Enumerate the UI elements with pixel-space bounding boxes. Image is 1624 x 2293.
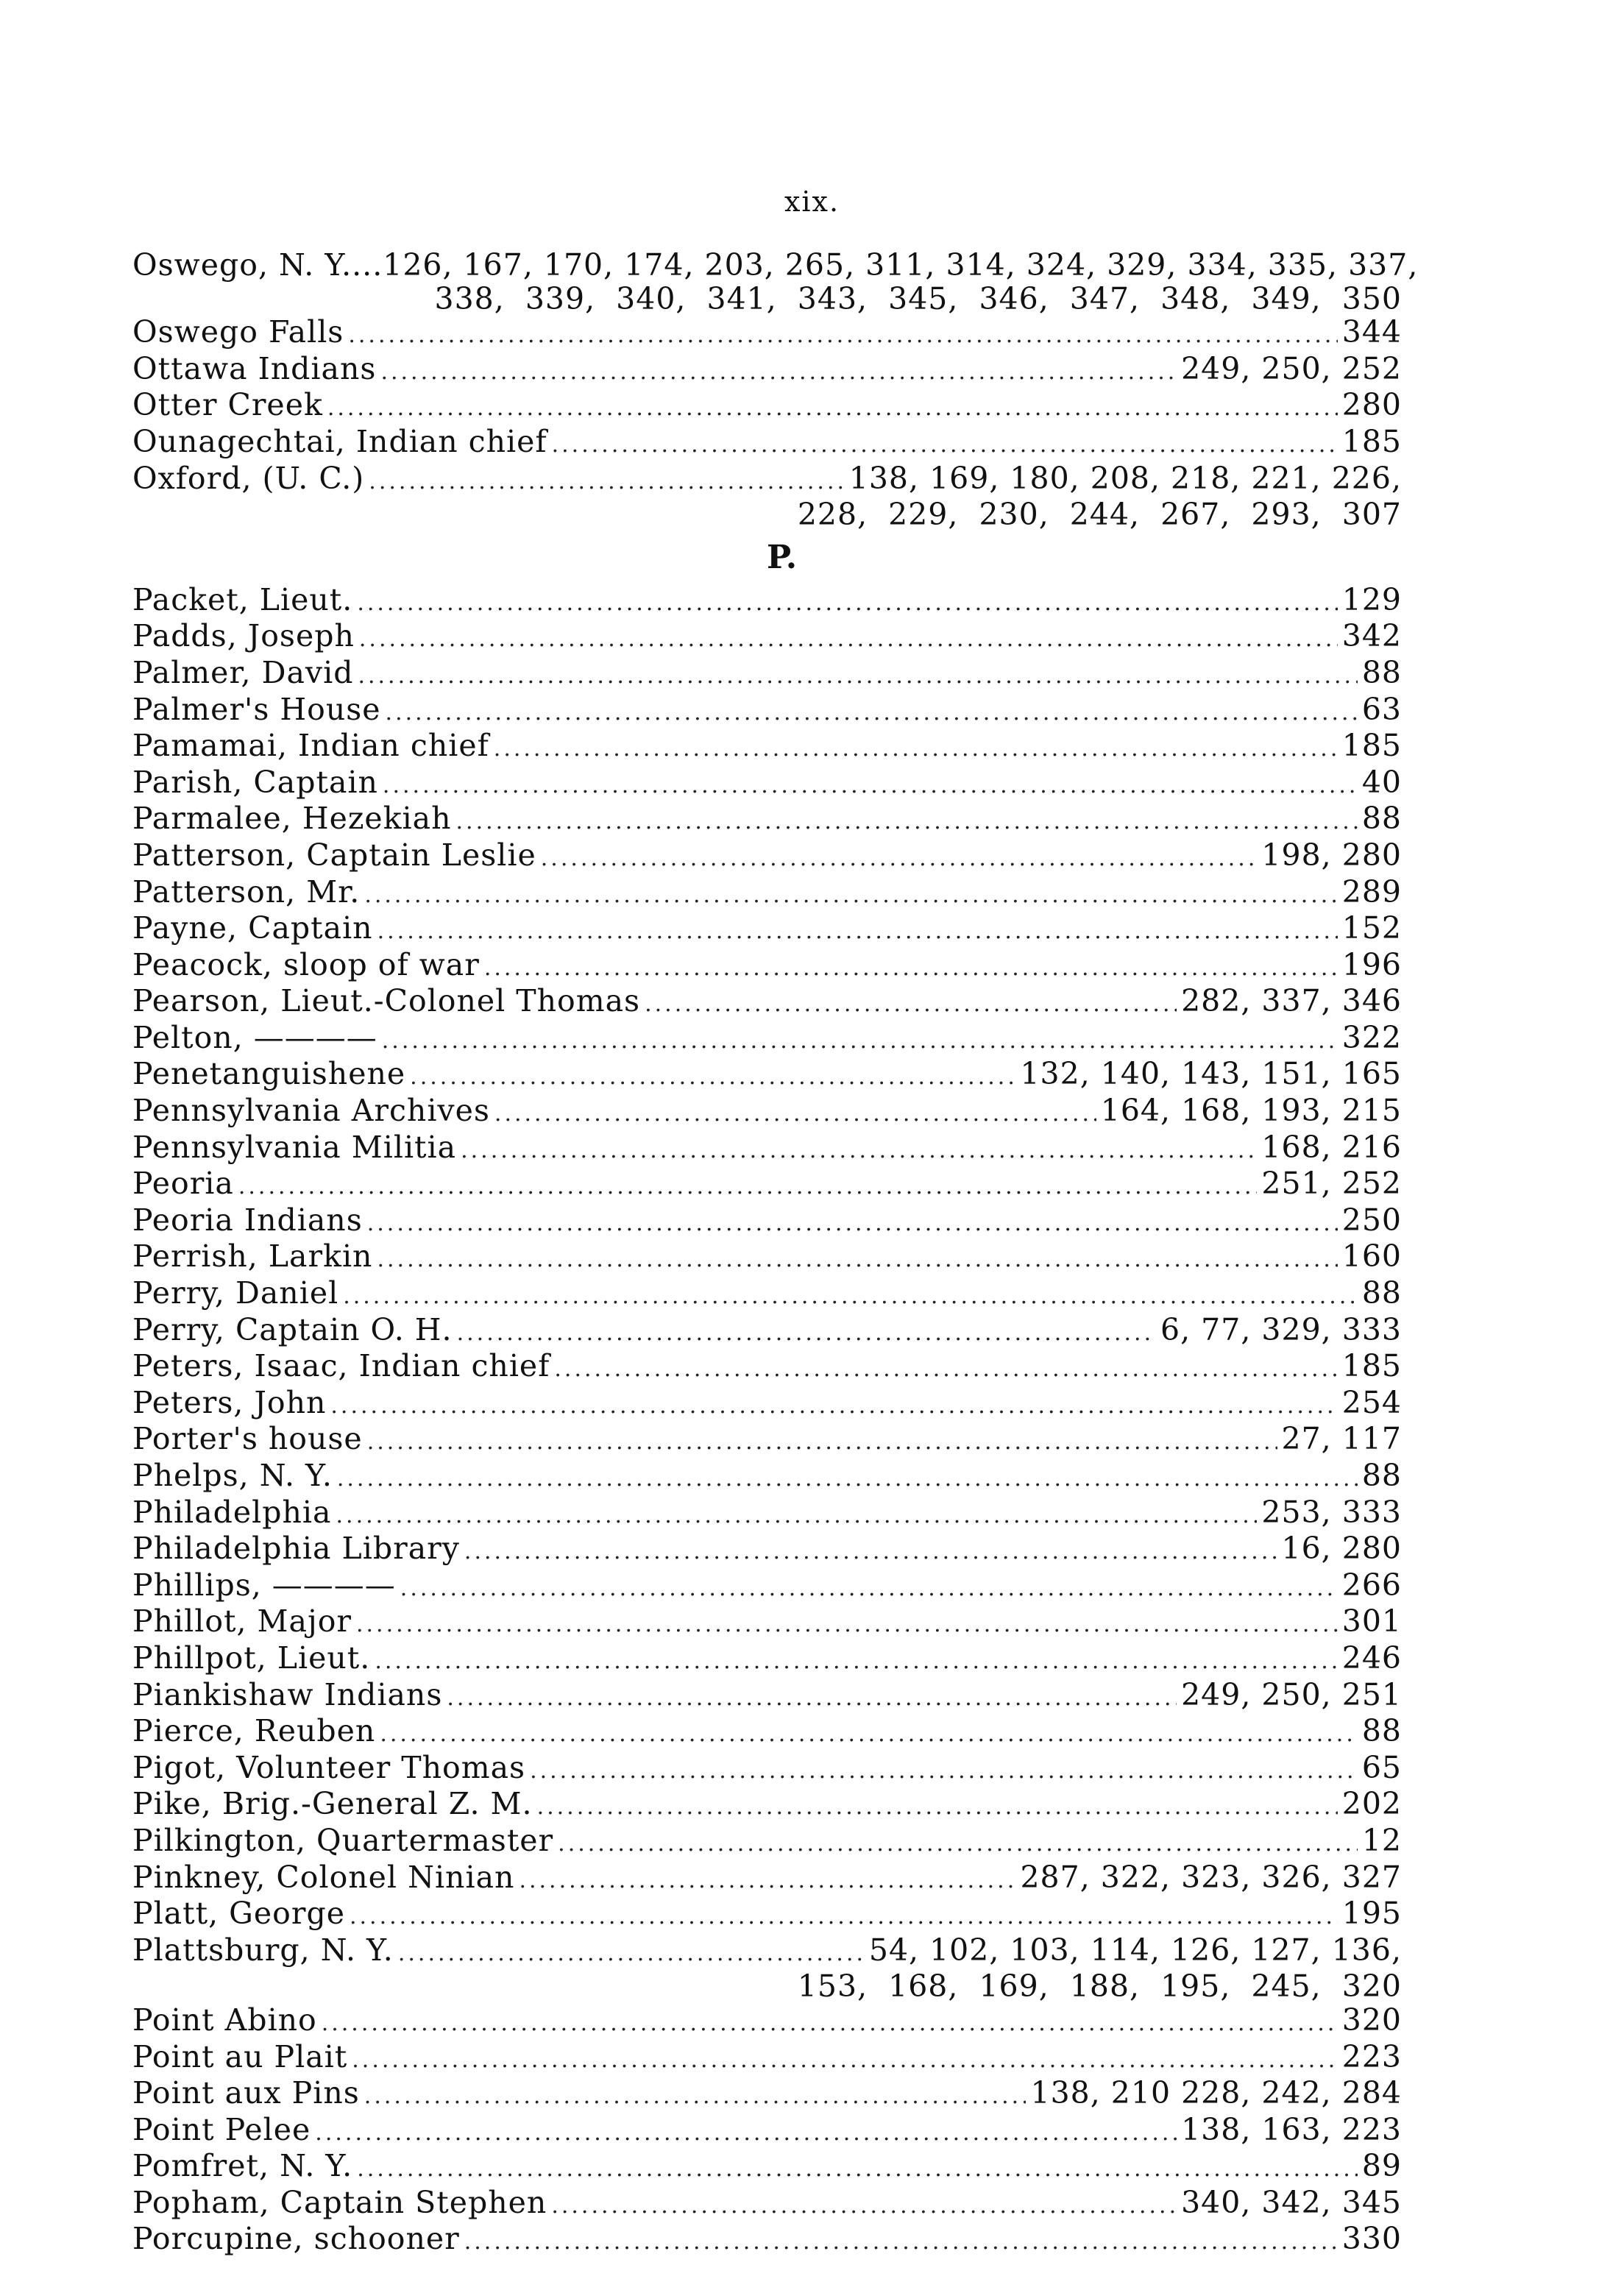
index-entry-line (132, 693, 1402, 730)
dot-leader (530, 1754, 1358, 1788)
index-entry (132, 1824, 1402, 1861)
dot-leader (352, 2044, 1337, 2077)
page-references: 344 (1341, 314, 1402, 350)
index-entry (132, 1496, 1402, 1533)
dot-leader (364, 2080, 1026, 2113)
index-entry (132, 1422, 1402, 1459)
index-entry (132, 2004, 1402, 2041)
index-term: Pearson, Lieut.-Colonel Thomas (132, 983, 641, 1019)
index-entry (132, 2186, 1402, 2223)
dot-leader (322, 2007, 1338, 2041)
index-entry-line (132, 1897, 1402, 1934)
page-references: 168, 216 (1261, 1129, 1402, 1165)
index-entry-line (132, 1131, 1402, 1168)
index-entry (132, 1167, 1402, 1204)
index-entry-line (132, 389, 1402, 425)
page-references: 287, 322, 323, 326, 327 (1020, 1859, 1402, 1895)
index-term: Peoria Indians (132, 1202, 363, 1238)
index-entry (132, 656, 1402, 693)
index-term: Pilkington, Quartermaster (132, 1822, 554, 1858)
index-term: Pomfret, N. Y. (132, 2148, 353, 2184)
page-references-continued: 338, 339, 340, 341, 343, 345, 346, 347, 348, 349, 350 (434, 280, 1402, 316)
index-term: Point Pelee (132, 2111, 311, 2147)
index-entry-line (132, 2004, 1402, 2041)
dot-leader (358, 659, 1357, 693)
index-entry-line (132, 352, 1402, 389)
dot-leader (558, 1827, 1358, 1861)
index-term: Ounagechtai, Indian chief (132, 423, 547, 459)
index-entry (132, 2038, 1402, 2077)
page-references: 340, 342, 345 (1181, 2184, 1402, 2220)
page-references: 88 (1361, 1275, 1402, 1311)
index-term: Porter's house (132, 1421, 363, 1457)
index-term: Peoria (132, 1166, 234, 1202)
index-entry (132, 985, 1402, 1021)
index-entry (132, 1131, 1402, 1168)
page-references: 320 (1341, 2002, 1402, 2038)
index-entry-line (132, 802, 1402, 839)
index-entry-line (132, 2113, 1402, 2150)
dot-leader (367, 1207, 1338, 1241)
index-entry-line (132, 1569, 1402, 1606)
page-references: 198, 280 (1261, 837, 1402, 873)
index-entry-line (132, 1459, 1402, 1496)
index-entry (132, 1934, 1402, 2004)
index-entry-line (132, 1605, 1402, 1642)
index-entry-line (132, 766, 1402, 803)
page-references: 27, 117 (1281, 1421, 1402, 1457)
index-entry-line (132, 462, 1402, 499)
page-references: 301 (1341, 1603, 1402, 1640)
index-term: Pigot, Volunteer Thomas (132, 1749, 526, 1785)
index-entry (132, 946, 1402, 985)
page-references: 160 (1341, 1238, 1402, 1275)
index-entry-line (132, 1204, 1402, 1241)
index-entry-line (132, 1021, 1402, 1058)
index-entry (132, 2150, 1402, 2186)
index-entry (132, 389, 1402, 425)
index-term: Philadelphia Library (132, 1531, 460, 1567)
index-entry-line (132, 2222, 1402, 2259)
dot-leader (315, 2116, 1177, 2150)
index-entry-line (132, 1240, 1402, 1277)
dot-leader (330, 1389, 1337, 1423)
dot-leader (357, 2152, 1358, 2186)
index-entry-line (132, 1057, 1402, 1094)
dot-leader (380, 1718, 1358, 1751)
dot-leader (348, 319, 1337, 352)
page-references: 16, 280 (1281, 1531, 1402, 1567)
page-references: 250 (1341, 1202, 1402, 1238)
index-entry (132, 839, 1402, 876)
page-references: 164, 168, 193, 215 (1100, 1093, 1402, 1129)
index-entry (132, 1240, 1402, 1277)
dot-leader (337, 1462, 1358, 1496)
index-entry-line (132, 2038, 1402, 2077)
page-references: 249, 250, 251 (1181, 1676, 1402, 1712)
dot-leader (519, 1864, 1015, 1898)
index-entry (132, 1642, 1402, 1679)
index-term: Ottawa Indians (132, 350, 377, 386)
index-entry-line (132, 425, 1402, 462)
index-entry (132, 1787, 1402, 1824)
index-entry-line (132, 1676, 1402, 1715)
section-heading: P. (766, 538, 798, 576)
dot-leader (350, 1900, 1338, 1934)
index-entry-line (132, 581, 1402, 620)
page-references: 132, 140, 143, 151, 165 (1020, 1056, 1402, 1092)
index-entry-line (132, 1532, 1402, 1569)
index-term: Plattsburg, N. Y. (132, 1932, 394, 1968)
page-references: 88 (1361, 1713, 1402, 1749)
index-term: Porcupine, schooner (132, 2221, 460, 2257)
page-references: 254 (1341, 1384, 1402, 1420)
index-term: Palmer, David (132, 654, 354, 690)
page-references: 249, 250, 252 (1181, 350, 1402, 386)
index-entry (132, 1605, 1402, 1642)
page-references: 342 (1341, 618, 1402, 654)
page-references: 185 (1341, 728, 1402, 764)
page-references: 195 (1341, 1896, 1402, 1932)
index-entry-line (132, 316, 1402, 352)
index-term: Phelps, N. Y. (132, 1458, 333, 1493)
index-entry (132, 693, 1402, 730)
dot-leader (327, 391, 1338, 425)
index-term: Popham, Captain Stephen (132, 2184, 547, 2220)
dot-leader (375, 1645, 1337, 1679)
index-term: Pike, Brig.-General Z. M. (132, 1786, 533, 1822)
index-entry (132, 1094, 1402, 1131)
index-entry (132, 1350, 1402, 1386)
page-references: 6, 77, 329, 333 (1160, 1311, 1402, 1347)
index-entry-line (132, 912, 1402, 949)
index-term: Point aux Pins (132, 2075, 360, 2111)
index-term: Peters, John (132, 1384, 327, 1420)
page-references: 88 (1361, 654, 1402, 690)
dot-leader (447, 1681, 1177, 1715)
index-term: Oswego Falls (132, 314, 344, 350)
index-term: Platt, George (132, 1896, 345, 1932)
page-references: 138, 163, 223 (1181, 2111, 1402, 2147)
dot-leader (377, 1243, 1337, 1277)
dot-leader (367, 1425, 1277, 1459)
index-term: Piankishaw Indians (132, 1676, 443, 1712)
page-references: 63 (1361, 691, 1402, 727)
dot-leader (400, 1572, 1338, 1606)
index-entry-line (132, 729, 1402, 766)
index-entry (132, 2077, 1402, 2113)
index-entry (132, 1277, 1402, 1314)
page-references: 65 (1361, 1749, 1402, 1785)
index-entry (132, 912, 1402, 949)
index-entry (132, 873, 1402, 912)
index-term: Parmalee, Hezekiah (132, 801, 452, 837)
page-references: 12 (1361, 1822, 1402, 1858)
page-references: 282, 337, 346 (1181, 983, 1402, 1019)
dot-leader (382, 1024, 1338, 1058)
index-entry (132, 1386, 1402, 1423)
dot-leader (343, 1280, 1358, 1314)
page-references-continued: 153, 168, 169, 188, 195, 245, 320 (797, 1968, 1402, 2005)
dot-leader (554, 1353, 1337, 1386)
index-term: Pamamai, Indian chief (132, 728, 489, 764)
index-term: Philadelphia (132, 1494, 332, 1530)
index-entry (132, 1204, 1402, 1241)
dot-leader (380, 355, 1177, 389)
index-term: Patterson, Mr. (132, 873, 361, 910)
dot-leader (398, 1937, 865, 1971)
index-entry-line (132, 1824, 1402, 1861)
index-term: Otter Creek (132, 387, 323, 423)
page-references: 280 (1341, 387, 1402, 423)
dot-leader (336, 1499, 1258, 1533)
page-references-continued: 228, 229, 230, 244, 267, 293, 307 (797, 497, 1402, 533)
index-entry (132, 581, 1402, 620)
index-term: Phillpot, Lieut. (132, 1640, 371, 1676)
index-term: Patterson, Captain Leslie (132, 837, 536, 873)
index-entry (132, 802, 1402, 839)
page-references: 88 (1361, 801, 1402, 837)
index-entry (132, 1751, 1402, 1788)
index-term: Point Abino (132, 2002, 317, 2038)
page-references: 289 (1341, 873, 1402, 910)
index-term: Pennsylvania Archives (132, 1093, 490, 1129)
index-entry (132, 1715, 1402, 1751)
index-entry-line (132, 247, 1419, 283)
page-references: 266 (1341, 1567, 1402, 1603)
page-references: 152 (1341, 910, 1402, 946)
index-entry (132, 766, 1402, 803)
dot-leader (537, 1790, 1338, 1824)
page-references: 138, 210 228, 242, 284 (1030, 2075, 1402, 2111)
page-references: 196 (1341, 946, 1402, 982)
index-entry-line (132, 985, 1402, 1021)
index-entry-line (132, 839, 1402, 876)
index-term: Pelton, ———— (132, 1019, 377, 1055)
dot-leader (369, 465, 844, 499)
index-entry (132, 247, 1419, 316)
dot-leader (457, 1316, 1156, 1350)
index-entry (132, 1676, 1402, 1715)
index-entry-line (132, 656, 1402, 693)
page-references: 89 (1361, 2148, 1402, 2184)
index-entry-line (132, 1422, 1402, 1459)
index-entry-line (132, 873, 1402, 912)
index-entry-line (132, 946, 1402, 985)
index-list (132, 247, 1419, 2259)
index-term: Phillot, Major (132, 1603, 352, 1640)
index-entry-line (132, 2150, 1402, 2186)
index-entry-line (132, 1787, 1402, 1824)
index-entry (132, 425, 1402, 462)
index-entry (132, 462, 1402, 532)
page-references: 251, 252 (1261, 1166, 1402, 1202)
page-references: 223 (1341, 2038, 1402, 2074)
index-section-p (132, 581, 1402, 2259)
index-entry (132, 1897, 1402, 1934)
index-term: Packet, Lieut. (132, 581, 353, 617)
page-references: 88 (1361, 1458, 1402, 1493)
dot-leader (386, 696, 1358, 730)
index-entry-line (132, 620, 1402, 656)
page-references: 253, 333 (1261, 1494, 1402, 1530)
page-references: 185 (1341, 1348, 1402, 1384)
dot-leader (238, 1170, 1258, 1204)
index-term: Payne, Captain (132, 910, 373, 946)
index-entry-line (132, 1861, 1402, 1898)
dot-leader (494, 1097, 1096, 1131)
index-term: Perry, Captain O. H. (132, 1311, 453, 1347)
dot-leader (494, 732, 1338, 766)
index-entry-line (132, 1934, 1402, 1971)
index-entry (132, 352, 1402, 389)
index-entry (132, 1569, 1402, 1606)
index-entry-line (132, 1715, 1402, 1751)
index-entry-line (132, 1167, 1402, 1204)
index-term: Peacock, sloop of war (132, 946, 480, 982)
dot-leader (356, 1608, 1338, 1642)
dot-leader (552, 428, 1338, 462)
dot-leader (357, 586, 1337, 620)
index-entry-line (132, 1094, 1402, 1131)
dot-leader (364, 879, 1337, 912)
dot-leader (359, 623, 1338, 656)
index-entry (132, 2222, 1402, 2259)
index-entry (132, 1861, 1402, 1898)
index-entry-line (132, 1311, 1402, 1350)
index-entry-line (132, 1751, 1402, 1788)
index-entry-line (132, 1350, 1402, 1386)
index-term: Pennsylvania Militia (132, 1129, 457, 1165)
index-entry (132, 1532, 1402, 1569)
page-references: 246 (1341, 1640, 1402, 1676)
dot-leader (377, 915, 1338, 949)
index-term: Point au Plait (132, 2038, 348, 2074)
index-term: Padds, Joseph (132, 618, 355, 654)
index-term: Peters, Isaac, Indian chief (132, 1348, 550, 1384)
index-entry-line (132, 1642, 1402, 1679)
dot-leader (410, 1060, 1015, 1094)
dot-leader (461, 1134, 1257, 1168)
page-references: 202 (1341, 1786, 1402, 1822)
index-term: Oswego, N. Y....126, 167, 170, 174, 203, 265, 311, 314, 324, 329, 334, 335, 337, (132, 247, 1419, 283)
page-references: 40 (1361, 764, 1402, 800)
index-entry (132, 620, 1402, 656)
index-entry (132, 2113, 1402, 2150)
dot-leader (383, 769, 1358, 803)
index-entry (132, 1311, 1402, 1350)
index-term: Oxford, (U. C.) (132, 460, 365, 496)
index-term: Pierce, Reuben (132, 1713, 376, 1749)
index-entry (132, 1459, 1402, 1496)
index-entry-line (132, 1277, 1402, 1314)
page-references: 129 (1341, 581, 1402, 617)
index-term: Parish, Captain (132, 764, 378, 800)
index-term: Palmer's House (132, 691, 381, 727)
index-section-o (132, 247, 1419, 533)
index-entry-line (132, 1496, 1402, 1533)
index-term: Pinkney, Colonel Ninian (132, 1859, 515, 1895)
dot-leader (551, 2189, 1177, 2223)
page-number: xix. (784, 185, 840, 218)
index-term: Perrish, Larkin (132, 1238, 373, 1275)
index-entry (132, 1057, 1402, 1094)
dot-leader (464, 2225, 1338, 2259)
index-entry-line (132, 2077, 1402, 2113)
index-entry (132, 729, 1402, 766)
index-entry-line (132, 1386, 1402, 1423)
index-term: Penetanguishene (132, 1056, 406, 1092)
dot-leader (484, 951, 1338, 985)
dot-leader (464, 1535, 1277, 1569)
page-references: 330 (1341, 2221, 1402, 2257)
page-references: 54, 102, 103, 114, 126, 127, 136, (868, 1932, 1402, 1968)
page-references: 185 (1341, 423, 1402, 459)
dot-leader (645, 988, 1177, 1021)
index-entry-line (132, 2186, 1402, 2223)
page-references: 322 (1341, 1019, 1402, 1055)
page-references: 138, 169, 180, 208, 218, 221, 226, (848, 460, 1402, 496)
dot-leader (456, 805, 1358, 839)
index-entry (132, 316, 1402, 352)
dot-leader (541, 842, 1258, 876)
index-entry (132, 1021, 1402, 1058)
index-term: Phillips, ———— (132, 1567, 396, 1603)
index-term: Perry, Daniel (132, 1275, 339, 1311)
